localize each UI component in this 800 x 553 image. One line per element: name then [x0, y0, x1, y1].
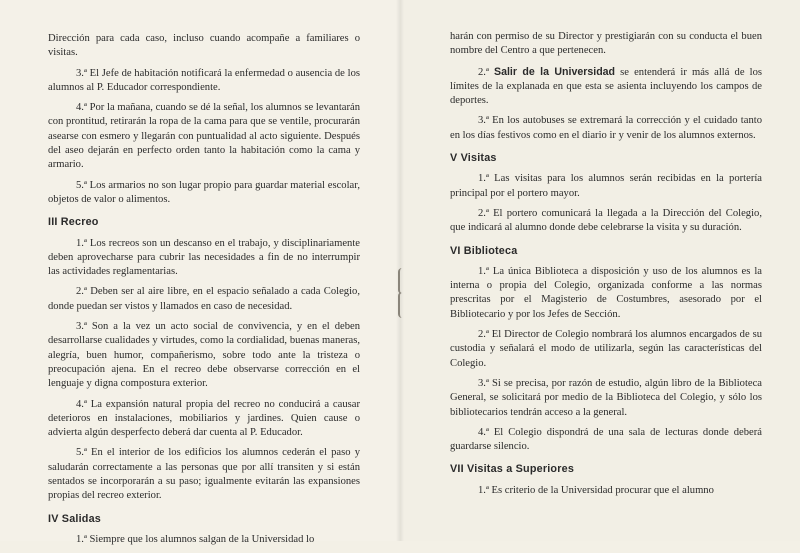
paragraph: 3.ª Si se precisa, por razón de estudio, algún libro de la Biblioteca General, se solicitará por medio de la Biblioteca del Colegio, y sólo los bibliotecarios tendrán acceso a la general.: [450, 377, 762, 418]
staple-top: [398, 268, 406, 294]
paragraph: harán con permiso de su Director y prestigiarán con su conducta el buen nombre del Centro a que pertenecen.: [450, 31, 762, 57]
paragraph: Dirección para cada caso, incluso cuando acompañe a familiares o visitas.: [48, 33, 360, 59]
section-heading-superiores: VII Visitas a Superiores: [450, 463, 575, 476]
paragraph: 3.ª El Jefe de habitación notificará la enfermedad o ausencia de los alumnos al P. Educador correspondiente.: [48, 67, 360, 93]
item-number: 2.ª: [478, 66, 489, 78]
paragraph: 2.ª El Director de Colegio nombrará los alumnos encargados de su custodia y señalará el modo de utilizarla, según las características del Colegio.: [450, 329, 762, 369]
right-column: [450, 30, 762, 504]
paragraph: 2.ª El portero comunicará la llegada a la Dirección del Colegio, que indicará al alumno donde debe celebrarse la visita y su duración.: [450, 207, 762, 234]
paragraph: 1.ª Siempre que los alumnos salgan de la Universidad lo: [76, 533, 315, 545]
paragraph-text: se entenderá ir más allá de los límites de la explanada en que esta se asienta incluyendo los campos de deportes.: [450, 66, 763, 107]
paragraph: 1.ª Las visitas para los alumnos serán recibidas en la portería principal por el portero mayor.: [450, 173, 762, 199]
paragraph: 5.ª Los armarios no son lugar propio para guardar material escolar, objetos de valor o alimentos.: [48, 179, 360, 205]
paragraph: [450, 65, 762, 109]
bold-term: Salir de la Universidad: [494, 65, 616, 78]
section-heading-visitas: V Visitas: [450, 152, 497, 165]
paragraph: 5.ª En el interior de los edificios los alumnos cederán el paso y saludarán correctamente a las personas que por allí transiten y si están sentados se incorporarán a su paso; igualmente evitarán las expansiones propias del recreo exterior.: [48, 447, 360, 502]
paragraph: 3.ª Son a la vez un acto social de convivencia, y en el deben desarrollarse cualidades y virtudes, como la cordialidad, buenas maneras, alegría, buen humor, compañerismo, sobre todo ante la tristeza o preocupación ajena. En el recreo debe observarse corrección en el lenguaje y digna compostura exterior.: [48, 321, 360, 390]
staple-bottom: [398, 292, 406, 318]
paragraph: 1.ª Es criterio de la Universidad procurar que el alumno: [478, 484, 714, 496]
section-heading-recreo: III Recreo: [48, 216, 99, 229]
section-heading-salidas: IV Salidas: [48, 512, 102, 525]
paragraph: 1.ª La única Biblioteca a disposición y uso de los alumnos es la interna o propia del Colegio, organizada conforme a las normas prescritas por el Magisterio de Costumbres, asesorado por el Bibliotecario y por los Jefes de Sección.: [450, 265, 762, 320]
left-column: [48, 32, 360, 553]
paragraph: 1.ª Los recreos son un descanso en el trabajo, y disciplinariamente deben aprovecharse para cubrir las necesidades a fin de no interrumpir las actividades reglamentarias.: [48, 237, 360, 278]
paragraph: 4.ª La expansión natural propia del recreo no conducirá a causar deterioros en instalaciones, mobiliarios y jardines. Quien cause o advierta algún desperfecto deberá dar cuenta al P. Educador.: [48, 398, 360, 439]
paragraph: 2.ª Deben ser al aire libre, en el espacio señalado a cada Colegio, donde puedan ser vistos y llamados en caso de necesidad.: [48, 286, 360, 312]
paragraph: 4.ª El Colegio dispondrá de una sala de lecturas donde deberá guardarse silencio.: [450, 426, 762, 453]
paragraph: 3.ª En los autobuses se extremará la corrección y el cuidado tanto en los días festivos como en el diario ir y venir de los alumnos externos.: [450, 115, 762, 141]
paragraph: 4.ª Por la mañana, cuando se dé la señal, los alumnos se levantarán con prontitud, retirarán la ropa de la cama para que se ventile, procurarán asearse con esmero y llegarán con puntualidad al acto siguiente. Después del aseo dejarán en perfecto orden tanto la habitación como la cama y armario.: [48, 102, 360, 171]
section-heading-biblioteca: VI Biblioteca: [450, 244, 518, 257]
